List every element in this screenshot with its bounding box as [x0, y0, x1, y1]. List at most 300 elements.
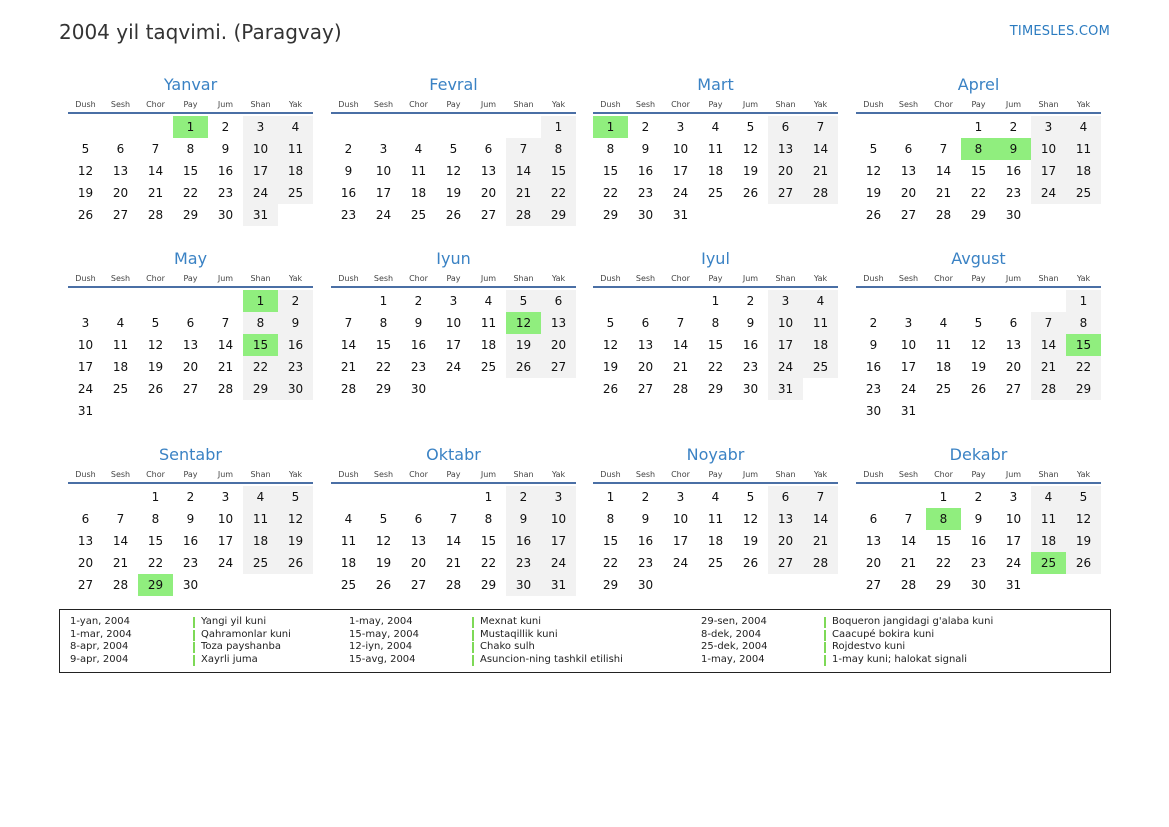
day-grid	[68, 486, 313, 596]
day-cell: 17	[375, 186, 392, 200]
day-cell: 18	[803, 334, 838, 356]
day-cell: 20	[768, 160, 803, 182]
holiday-name: Chako sulh	[480, 641, 535, 653]
day-cell: 20	[410, 556, 427, 570]
day-cell: 3	[1031, 116, 1066, 138]
holiday-name: Mustaqillik kuni	[480, 628, 558, 640]
day-cell: 6	[81, 512, 90, 526]
legend-item	[70, 616, 291, 629]
day-cell: 29	[970, 208, 987, 222]
weekday-header	[593, 272, 838, 288]
day-cell: 22	[375, 360, 392, 374]
day-cell: 21	[217, 360, 234, 374]
weekday-label: Dush	[338, 274, 359, 283]
holiday-name: Yangi yil kuni	[201, 616, 267, 627]
day-cell: 18	[480, 338, 497, 352]
day-cell: 3	[676, 120, 685, 134]
weekday-label: Yak	[1076, 274, 1091, 283]
day-cell: 19	[375, 556, 392, 570]
day-cell: 26	[602, 382, 619, 396]
month-name: Fevral	[429, 75, 478, 94]
weekday-label: Yak	[551, 470, 566, 479]
day-cell: 12	[865, 164, 882, 178]
day-cell: 23	[182, 556, 199, 570]
day-cell: 11	[1031, 508, 1066, 530]
site-link[interactable]: TIMESLES.COM	[1009, 24, 1110, 39]
day-cell: 13	[900, 164, 917, 178]
day-cell: 17	[672, 164, 689, 178]
day-cell: 1	[1066, 290, 1101, 312]
day-cell: 23	[970, 556, 987, 570]
holiday-marker	[824, 617, 826, 628]
day-cell: 2	[869, 316, 878, 330]
day-cell: 28	[803, 182, 838, 204]
day-cell: 9	[344, 164, 353, 178]
holiday-day-cell: 1	[173, 116, 208, 138]
day-cell: 4	[1066, 116, 1101, 138]
day-cell: 15	[541, 160, 576, 182]
day-cell: 25	[410, 208, 427, 222]
day-cell: 21	[147, 186, 164, 200]
day-cell: 5	[506, 290, 541, 312]
day-cell: 12	[278, 508, 313, 530]
weekday-header	[331, 468, 576, 484]
day-cell: 1	[379, 294, 388, 308]
day-cell: 22	[602, 556, 619, 570]
day-cell: 23	[742, 360, 759, 374]
day-cell: 2	[506, 486, 541, 508]
day-cell: 3	[768, 290, 803, 312]
day-cell: 23	[217, 186, 234, 200]
day-cell: 21	[340, 360, 357, 374]
weekday-label: Yak	[551, 274, 566, 283]
day-cell: 11	[480, 316, 497, 330]
month-name: Aprel	[957, 75, 1000, 94]
day-cell: 20	[112, 186, 129, 200]
day-cell: 15	[480, 534, 497, 548]
holiday-date: 8-dek, 2004	[701, 628, 762, 640]
day-cell: 22	[541, 182, 576, 204]
empty-cell	[208, 290, 243, 312]
day-cell: 6	[1009, 316, 1018, 330]
empty-cell	[401, 486, 436, 508]
day-cell: 27	[900, 208, 917, 222]
holiday-day-cell: 29	[138, 574, 173, 596]
day-cell: 2	[641, 490, 650, 504]
weekday-label: Pay	[971, 470, 986, 479]
month-noyabr	[593, 445, 838, 596]
day-cell: 12	[602, 338, 619, 352]
day-cell: 5	[974, 316, 983, 330]
legend-column	[701, 616, 993, 667]
month-name: Avgust	[951, 249, 1006, 268]
weekday-label: Dush	[600, 100, 621, 109]
day-cell: 2	[186, 490, 195, 504]
day-cell: 20	[637, 360, 654, 374]
day-cell: 2	[414, 294, 423, 308]
day-cell: 10	[1031, 138, 1066, 160]
day-cell: 27	[768, 182, 803, 204]
holiday-name: Caacupé bokira kuni	[832, 628, 935, 640]
day-cell: 6	[116, 142, 125, 156]
day-cell: 5	[151, 316, 160, 330]
holiday-day-cell: 15	[243, 334, 278, 356]
day-cell: 11	[278, 138, 313, 160]
weekday-label: Dush	[863, 470, 884, 479]
day-cell: 6	[484, 142, 493, 156]
day-cell: 10	[243, 138, 278, 160]
day-cell: 9	[974, 512, 983, 526]
empty-cell	[401, 116, 436, 138]
empty-cell	[891, 290, 926, 312]
day-cell: 19	[278, 530, 313, 552]
day-cell: 24	[1031, 182, 1066, 204]
day-cell: 17	[900, 360, 917, 374]
empty-cell	[891, 116, 926, 138]
day-cell: 31	[1005, 578, 1022, 592]
weekday-label: Jum	[217, 100, 234, 109]
day-cell: 7	[803, 116, 838, 138]
day-cell: 4	[484, 294, 493, 308]
day-cell: 7	[939, 142, 948, 156]
weekday-label: Chor	[409, 470, 428, 479]
day-grid	[856, 290, 1101, 422]
weekday-label: Pay	[446, 274, 461, 283]
day-cell: 18	[243, 530, 278, 552]
day-cell: 16	[182, 534, 199, 548]
day-grid	[856, 486, 1101, 596]
day-cell: 4	[344, 512, 353, 526]
day-cell: 13	[112, 164, 129, 178]
holiday-name: Xayrli juma	[201, 654, 258, 666]
day-cell: 19	[147, 360, 164, 374]
legend-item	[349, 641, 623, 654]
day-cell: 20	[182, 360, 199, 374]
day-cell: 28	[147, 208, 164, 222]
day-grid	[856, 116, 1101, 226]
day-cell: 22	[147, 556, 164, 570]
day-cell: 7	[151, 142, 160, 156]
day-cell: 21	[506, 182, 541, 204]
weekday-label: Dush	[600, 274, 621, 283]
day-cell: 29	[375, 382, 392, 396]
day-cell: 24	[243, 182, 278, 204]
day-cell: 16	[506, 530, 541, 552]
weekday-label: Dush	[338, 470, 359, 479]
weekday-label: Dush	[338, 100, 359, 109]
day-cell: 28	[112, 578, 129, 592]
day-cell: 2	[221, 120, 230, 134]
weekday-label: Pay	[446, 470, 461, 479]
weekday-label: Jum	[1005, 100, 1022, 109]
day-cell: 23	[865, 382, 882, 396]
weekday-label: Shan	[513, 470, 534, 479]
holiday-marker	[824, 642, 826, 653]
day-cell: 17	[445, 338, 462, 352]
day-cell: 8	[243, 312, 278, 334]
day-cell: 24	[541, 552, 576, 574]
month-name: Iyul	[701, 249, 730, 268]
day-cell: 20	[77, 556, 94, 570]
weekday-label: Pay	[971, 100, 986, 109]
month-name: Yanvar	[163, 75, 218, 94]
empty-cell	[926, 290, 961, 312]
day-cell: 4	[116, 316, 125, 330]
day-cell: 15	[602, 164, 619, 178]
legend-column	[349, 616, 623, 667]
day-cell: 14	[1031, 334, 1066, 356]
holiday-day-cell: 9	[996, 138, 1031, 160]
day-cell: 10	[672, 142, 689, 156]
day-cell: 2	[746, 294, 755, 308]
day-cell: 1	[939, 490, 948, 504]
day-cell: 3	[541, 486, 576, 508]
day-cell: 15	[602, 534, 619, 548]
day-cell: 28	[935, 208, 952, 222]
day-cell: 18	[112, 360, 129, 374]
day-cell: 14	[803, 138, 838, 160]
weekday-label: Sesh	[898, 274, 919, 283]
holiday-date: 25-dek, 2004	[701, 641, 768, 653]
day-cell: 22	[970, 186, 987, 200]
weekday-header	[593, 468, 838, 484]
day-cell: 11	[707, 512, 724, 526]
day-cell: 10	[768, 312, 803, 334]
weekday-label: Shan	[513, 274, 534, 283]
day-cell: 29	[182, 208, 199, 222]
day-grid	[593, 290, 838, 400]
day-cell: 7	[116, 512, 125, 526]
month-yanvar	[68, 75, 313, 226]
empty-cell	[138, 290, 173, 312]
weekday-label: Pay	[446, 100, 461, 109]
day-cell: 4	[939, 316, 948, 330]
weekday-label: Shan	[775, 470, 796, 479]
day-cell: 18	[707, 164, 724, 178]
day-cell: 15	[935, 534, 952, 548]
day-cell: 24	[375, 208, 392, 222]
day-cell: 13	[410, 534, 427, 548]
holiday-date: 1-may, 2004	[349, 616, 413, 627]
day-cell: 9	[414, 316, 423, 330]
day-grid	[593, 486, 838, 596]
weekday-label: Jum	[742, 470, 759, 479]
day-cell: 25	[340, 578, 357, 592]
weekday-label: Dush	[75, 274, 96, 283]
weekday-label: Sesh	[110, 274, 131, 283]
day-cell: 19	[742, 534, 759, 548]
day-cell: 10	[445, 316, 462, 330]
day-cell: 29	[1066, 378, 1101, 400]
day-cell: 12	[77, 164, 94, 178]
day-cell: 8	[1066, 312, 1101, 334]
day-cell: 30	[637, 578, 654, 592]
day-cell: 17	[1005, 534, 1022, 548]
day-cell: 18	[1066, 160, 1101, 182]
day-cell: 28	[445, 578, 462, 592]
weekday-label: Jum	[480, 100, 497, 109]
holiday-date: 12-iyn, 2004	[349, 641, 413, 653]
holiday-name: 1-may kuni; halokat signali	[832, 654, 967, 666]
day-cell: 12	[147, 338, 164, 352]
day-cell: 10	[672, 512, 689, 526]
weekday-label: Sesh	[373, 470, 394, 479]
day-cell: 1	[606, 490, 615, 504]
day-cell: 3	[81, 316, 90, 330]
day-cell: 29	[602, 208, 619, 222]
weekday-label: Sesh	[373, 100, 394, 109]
day-cell: 28	[217, 382, 234, 396]
day-cell: 20	[541, 334, 576, 356]
day-cell: 4	[414, 142, 423, 156]
weekday-label: Jum	[742, 100, 759, 109]
day-cell: 17	[672, 534, 689, 548]
weekday-header	[856, 468, 1101, 484]
weekday-label: Chor	[146, 274, 165, 283]
day-cell: 15	[375, 338, 392, 352]
month-name: Mart	[697, 75, 734, 94]
day-cell: 27	[541, 356, 576, 378]
empty-cell	[663, 290, 698, 312]
day-cell: 1	[484, 490, 493, 504]
weekday-label: Shan	[513, 100, 534, 109]
day-cell: 2	[1009, 120, 1018, 134]
day-cell: 3	[1009, 490, 1018, 504]
day-cell: 13	[768, 508, 803, 530]
day-cell: 24	[217, 556, 234, 570]
month-avgust	[856, 249, 1101, 422]
day-cell: 30	[506, 574, 541, 596]
day-cell: 21	[445, 556, 462, 570]
day-cell: 8	[151, 512, 160, 526]
day-cell: 8	[711, 316, 720, 330]
weekday-label: Chor	[671, 470, 690, 479]
holiday-marker	[193, 630, 195, 641]
weekday-label: Chor	[671, 100, 690, 109]
weekday-label: Chor	[146, 470, 165, 479]
day-cell: 29	[602, 578, 619, 592]
day-cell: 19	[506, 334, 541, 356]
day-cell: 15	[707, 338, 724, 352]
day-cell: 28	[1031, 378, 1066, 400]
day-cell: 20	[768, 530, 803, 552]
day-cell: 9	[869, 338, 878, 352]
day-cell: 16	[637, 164, 654, 178]
day-cell: 19	[602, 360, 619, 374]
day-cell: 10	[1005, 512, 1022, 526]
day-cell: 27	[768, 552, 803, 574]
day-cell: 27	[637, 382, 654, 396]
day-cell: 22	[602, 186, 619, 200]
day-cell: 16	[340, 186, 357, 200]
day-cell: 17	[243, 160, 278, 182]
day-cell: 13	[768, 138, 803, 160]
legend-item	[70, 654, 291, 667]
holiday-name: Asuncion-ning tashkil etilishi	[480, 654, 623, 666]
empty-cell	[68, 486, 103, 508]
day-cell: 16	[278, 334, 313, 356]
day-cell: 3	[904, 316, 913, 330]
day-cell: 2	[278, 290, 313, 312]
day-cell: 27	[480, 208, 497, 222]
weekday-label: Yak	[288, 274, 303, 283]
empty-cell	[506, 116, 541, 138]
month-name: Sentabr	[159, 445, 222, 464]
day-cell: 3	[379, 142, 388, 156]
weekday-label: Yak	[551, 100, 566, 109]
day-cell: 26	[742, 186, 759, 200]
month-sentabr	[68, 445, 313, 596]
day-cell: 13	[541, 312, 576, 334]
day-cell: 26	[445, 208, 462, 222]
weekday-label: Chor	[934, 100, 953, 109]
day-cell: 26	[970, 382, 987, 396]
day-cell: 9	[641, 512, 650, 526]
legend-item	[349, 629, 623, 642]
day-cell: 5	[606, 316, 615, 330]
day-cell: 10	[375, 164, 392, 178]
day-cell: 9	[186, 512, 195, 526]
weekday-label: Sesh	[110, 470, 131, 479]
weekday-label: Jum	[480, 470, 497, 479]
holiday-date: 9-apr, 2004	[70, 654, 129, 666]
day-cell: 4	[243, 486, 278, 508]
weekday-label: Jum	[217, 470, 234, 479]
day-cell: 18	[340, 556, 357, 570]
day-cell: 26	[278, 552, 313, 574]
legend-item	[349, 616, 623, 629]
weekday-label: Yak	[1076, 470, 1091, 479]
day-cell: 9	[506, 508, 541, 530]
legend-item	[70, 629, 291, 642]
empty-cell	[366, 486, 401, 508]
holiday-day-cell: 8	[961, 138, 996, 160]
empty-cell	[173, 290, 208, 312]
empty-cell	[593, 290, 628, 312]
day-cell: 20	[900, 186, 917, 200]
day-cell: 19	[445, 186, 462, 200]
day-cell: 27	[112, 208, 129, 222]
day-cell: 12	[742, 142, 759, 156]
day-cell: 31	[541, 574, 576, 596]
day-cell: 23	[637, 186, 654, 200]
holiday-day-cell: 12	[506, 312, 541, 334]
day-cell: 5	[81, 142, 90, 156]
day-cell: 24	[900, 382, 917, 396]
holiday-name: Qahramonlar kuni	[201, 628, 291, 640]
day-cell: 9	[746, 316, 755, 330]
weekday-label: Sesh	[635, 470, 656, 479]
day-cell: 25	[935, 382, 952, 396]
holiday-name: Boqueron jangidagi g'alaba kuni	[832, 616, 994, 627]
weekday-header	[593, 98, 838, 114]
day-cell: 8	[484, 512, 493, 526]
holiday-marker	[193, 617, 195, 628]
day-cell: 2	[974, 490, 983, 504]
day-cell: 14	[506, 160, 541, 182]
day-cell: 29	[541, 204, 576, 226]
holiday-legend	[59, 609, 1111, 673]
day-cell: 29	[935, 578, 952, 592]
day-cell: 21	[112, 556, 129, 570]
weekday-label: Shan	[250, 100, 271, 109]
day-cell: 16	[970, 534, 987, 548]
day-cell: 4	[711, 490, 720, 504]
holiday-name: Toza payshanba	[201, 641, 281, 653]
day-cell: 7	[221, 316, 230, 330]
day-cell: 13	[1005, 338, 1022, 352]
day-cell: 30	[970, 578, 987, 592]
